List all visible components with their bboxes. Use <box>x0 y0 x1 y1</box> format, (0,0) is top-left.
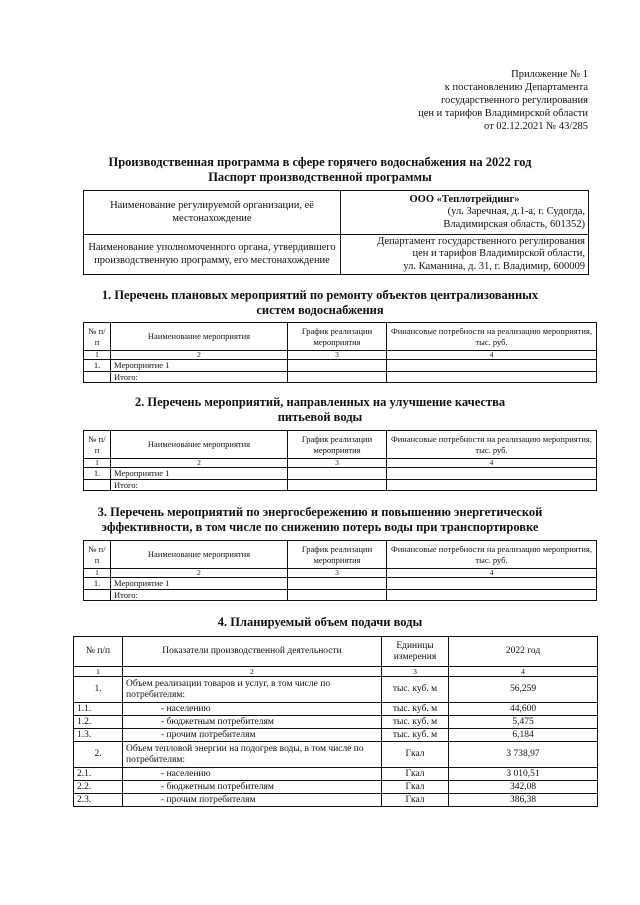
org-address-2: Владимирская область, 601352) <box>443 218 585 230</box>
vol-unit-header: Единицы измерения <box>382 637 449 667</box>
appendix-note <box>328 68 588 133</box>
table-row <box>74 677 598 703</box>
section-1-title-2: систем водоснабжения <box>256 303 384 317</box>
total-label: Итого: <box>111 371 288 383</box>
table-row <box>74 703 598 716</box>
total-schedule <box>288 479 387 491</box>
table-row <box>74 729 598 742</box>
appendix-line: государственного регулирования <box>440 95 588 106</box>
col-num-header: № п/п <box>84 323 111 351</box>
vol-unit: тыс. куб. м <box>382 729 449 742</box>
table-row <box>74 742 598 768</box>
total-num <box>84 589 111 601</box>
row-finance <box>387 468 597 480</box>
main-title: Производственная программа в сфере горячего водоснабжения на 2022 год <box>108 155 532 169</box>
vol-num: 1.1. <box>74 703 123 716</box>
col-index: 3 <box>382 667 449 677</box>
col-finance-header: Финансовые потребности на реализацию мероприятия, тыс. руб. <box>387 323 597 351</box>
col-index: 3 <box>288 569 387 578</box>
vol-num: 2.1. <box>74 768 123 781</box>
total-schedule <box>288 371 387 383</box>
vol-value: 342,08 <box>449 781 598 794</box>
passport-authority-label: Наименование уполномоченного органа, утвердившего производственную программу, его местонахождение <box>84 235 341 275</box>
vol-unit: Гкал <box>382 768 449 781</box>
authority-name-1: Департамент государственного регулирования <box>377 235 585 247</box>
section-3-title-1: 3. Перечень мероприятий по энергосбережению и повышению энергетической <box>97 505 543 519</box>
col-finance-header: Финансовые потребности на реализацию мероприятия, тыс. руб. <box>387 541 597 569</box>
vol-unit: Гкал <box>382 781 449 794</box>
row-name: Мероприятие 1 <box>111 360 288 372</box>
col-name-header: Наименование мероприятия <box>111 323 288 351</box>
vol-unit: тыс. куб. м <box>382 703 449 716</box>
col-index: 4 <box>387 351 597 360</box>
vol-num: 2. <box>74 742 123 768</box>
row-num: 1. <box>84 468 111 480</box>
col-index: 3 <box>288 459 387 468</box>
row-name: Мероприятие 1 <box>111 468 288 480</box>
col-index: 4 <box>387 459 597 468</box>
vol-indicator: - населению <box>123 703 382 716</box>
passport-table <box>83 190 589 275</box>
passport-org-label: Наименование регулируемой организации, её местонахождение <box>84 191 341 235</box>
section-3-table <box>83 540 597 601</box>
row-finance <box>387 360 597 372</box>
col-index: 2 <box>111 459 288 468</box>
row-schedule <box>288 360 387 372</box>
sub-title: Паспорт производственной программы <box>208 170 432 184</box>
appendix-line: цен и тарифов Владимирской области <box>418 108 588 119</box>
table-row <box>74 716 598 729</box>
total-num <box>84 479 111 491</box>
vol-indicator-header: Показатели производственной деятельности <box>123 637 382 667</box>
total-finance <box>387 589 597 601</box>
col-index: 3 <box>288 351 387 360</box>
authority-address: ул. Каманина, д. 31, г. Владимир, 600009 <box>403 260 585 272</box>
col-index: 2 <box>111 569 288 578</box>
row-finance <box>387 578 597 590</box>
vol-value: 3 738,97 <box>449 742 598 768</box>
vol-indicator: - бюджетным потребителям <box>123 781 382 794</box>
passport-org-value <box>341 191 589 235</box>
vol-indicator: Объем тепловой энергии на подогрев воды, в том числе по потребителям: <box>123 742 382 768</box>
section-1-title-1: 1. Перечень плановых мероприятий по ремонту объектов централизованных <box>101 288 539 302</box>
row-schedule <box>288 578 387 590</box>
passport-authority-value <box>341 235 589 275</box>
col-num-header: № п/п <box>84 541 111 569</box>
org-address-1: (ул. Заречная, д.1-а, г. Судогда, <box>447 206 585 218</box>
section-2-table <box>83 430 597 491</box>
col-index: 1 <box>84 351 111 360</box>
table-row <box>74 794 598 807</box>
authority-name-2: цен и тарифов Владимирской области, <box>412 248 585 260</box>
col-index: 4 <box>449 667 598 677</box>
section-4-title: 4. Планируемый объем подачи воды <box>217 615 423 629</box>
appendix-line: Приложение № 1 <box>511 69 588 80</box>
row-num: 1. <box>84 360 111 372</box>
org-name: ООО «Теплотрейдинг» <box>409 193 520 205</box>
vol-unit: тыс. куб. м <box>382 716 449 729</box>
vol-num-header: № п/п <box>74 637 123 667</box>
section-3-title-2: эффективности, в том числе по снижению потерь воды при транспортировке <box>101 520 539 534</box>
vol-num: 1.2. <box>74 716 123 729</box>
vol-unit: Гкал <box>382 794 449 807</box>
total-finance <box>387 479 597 491</box>
total-label: Итого: <box>111 479 288 491</box>
total-schedule <box>288 589 387 601</box>
vol-num: 2.2. <box>74 781 123 794</box>
col-index: 2 <box>123 667 382 677</box>
table-row <box>74 781 598 794</box>
vol-year-header: 2022 год <box>449 637 598 667</box>
vol-indicator: - прочим потребителям <box>123 794 382 807</box>
col-num-header: № п/п <box>84 431 111 459</box>
row-schedule <box>288 468 387 480</box>
col-schedule-header: График реализации мероприятия <box>288 431 387 459</box>
vol-unit: Гкал <box>382 742 449 768</box>
row-name: Мероприятие 1 <box>111 578 288 590</box>
vol-indicator: Объем реализации товаров и услуг, в том числе по потребителям: <box>123 677 382 703</box>
volume-table <box>73 636 598 807</box>
vol-num: 2.3. <box>74 794 123 807</box>
col-schedule-header: График реализации мероприятия <box>288 541 387 569</box>
col-index: 1 <box>84 459 111 468</box>
total-label: Итого: <box>111 589 288 601</box>
vol-indicator: - прочим потребителям <box>123 729 382 742</box>
total-finance <box>387 371 597 383</box>
col-index: 1 <box>74 667 123 677</box>
vol-value: 44,600 <box>449 703 598 716</box>
vol-value: 56,259 <box>449 677 598 703</box>
col-index: 1 <box>84 569 111 578</box>
appendix-line: к постановлению Департамента <box>444 82 588 93</box>
vol-value: 6,184 <box>449 729 598 742</box>
col-finance-header: Финансовые потребности на реализацию мероприятия, тыс. руб. <box>387 431 597 459</box>
vol-indicator: - населению <box>123 768 382 781</box>
vol-unit: тыс. куб. м <box>382 677 449 703</box>
col-schedule-header: График реализации мероприятия <box>288 323 387 351</box>
table-row <box>74 768 598 781</box>
col-index: 4 <box>387 569 597 578</box>
col-name-header: Наименование мероприятия <box>111 541 288 569</box>
vol-value: 3 010,51 <box>449 768 598 781</box>
section-1-table <box>83 322 597 383</box>
section-2-title-2: питьевой воды <box>277 410 363 424</box>
col-index: 2 <box>111 351 288 360</box>
section-2-title-1: 2. Перечень мероприятий, направленных на улучшение качества <box>134 395 506 409</box>
vol-num: 1.3. <box>74 729 123 742</box>
col-name-header: Наименование мероприятия <box>111 431 288 459</box>
vol-value: 386,38 <box>449 794 598 807</box>
vol-indicator: - бюджетным потребителям <box>123 716 382 729</box>
vol-num: 1. <box>74 677 123 703</box>
total-num <box>84 371 111 383</box>
appendix-line: от 02.12.2021 № 43/285 <box>483 121 588 132</box>
vol-value: 5,475 <box>449 716 598 729</box>
row-num: 1. <box>84 578 111 590</box>
